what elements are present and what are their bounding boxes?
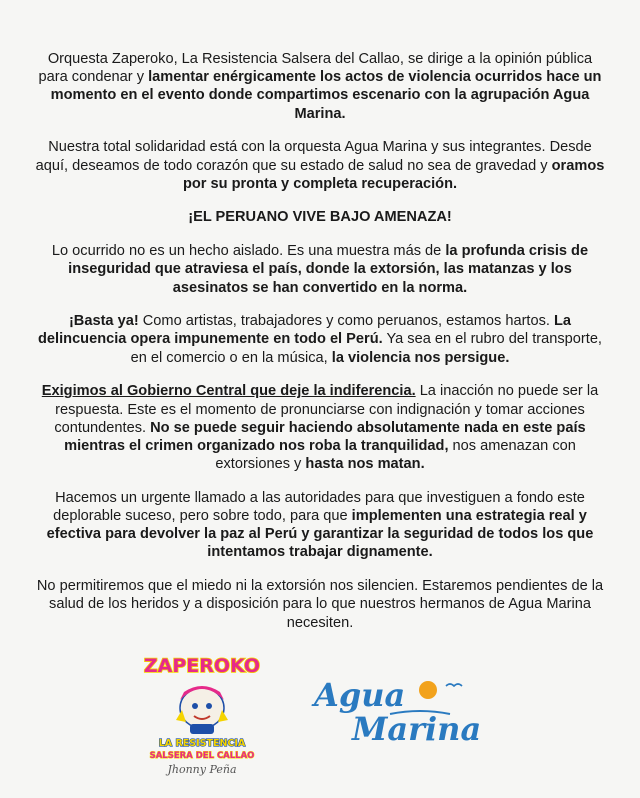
zaperoko-line-2: SALSERA DEL CALLAO	[149, 751, 255, 761]
sun-icon	[419, 681, 437, 699]
p4-bold-c: La delincuencia opera impunemente en todo el Perú.	[38, 313, 572, 348]
p5-text-d: nos amenazan con extorsiones y	[215, 437, 576, 473]
zaperoko-logo	[140, 650, 264, 778]
paragraph-3	[32, 242, 608, 297]
p4-text-b: Como artistas, trabajadores y como peruanos, estamos hartos.	[138, 313, 555, 330]
agua-marina-logo	[300, 668, 500, 748]
paragraph-5	[32, 382, 608, 473]
p3-bold: la profunda crisis de inseguridad que atraviesa el país, donde la extorsión, las matanzas y los asesinatos se han convertido en la norma.	[68, 243, 589, 296]
marina-word: Marina	[352, 710, 482, 748]
p3-text: Lo ocurrido no es un hecho aislado. Es una muestra más de	[51, 243, 446, 260]
p2-bold: oramos por su pronta y completa recuperación.	[182, 157, 605, 192]
p4-bold-e: la violencia nos persigue.	[331, 349, 510, 366]
p5-bold-c: No se puede seguir haciendo absolutamente nada en este país mientras el crimen organizado nos roba la tranquilidad,	[64, 419, 586, 454]
seagull-icon	[446, 684, 462, 686]
p6-text: Hacemos un urgente llamado a las autoridades para que investiguen a fondo este deplorable suceso, pero sobre todo, para que	[53, 489, 585, 525]
paragraph-1	[32, 50, 608, 123]
paragraph-2	[32, 138, 608, 193]
p6-bold: implementen una estrategia real y efectiva para devolver la paz al Perú y garantizar la seguridad de todos los que intentamos trabajar dignamente.	[46, 508, 594, 561]
agua-word: Agua	[314, 676, 406, 714]
p1-text: Orquesta Zaperoko, La Resistencia Salsera del Callao, se dirige a la opinión pública para condenar y	[38, 51, 593, 86]
zaperoko-mascot-icon	[176, 686, 228, 734]
paragraph-7: No permitiremos que el miedo ni la extorsión nos silencien. Estaremos pendientes de la salud de los heridos y a disposición para lo que nuestros hermanos de Agua Marina necesiten.	[36, 578, 604, 631]
p5-text-b: La inacción no puede ser la respuesta. Este es el momento de pronunciarse con indignación y tomar acciones contundentes.	[54, 383, 599, 436]
zaperoko-title: ZAPEROKO	[143, 655, 261, 677]
p4-text-d: Ya sea en el rubro del transporte, en el comercio o en la música,	[130, 331, 602, 366]
zaperoko-signature: Jhonny Peña	[167, 763, 237, 776]
logos-row	[0, 648, 640, 798]
statement-heading: ¡EL PERUANO VIVE BAJO AMENAZA!	[188, 209, 452, 226]
p2-text: Nuestra total solidaridad está con la orquesta Agua Marina y sus integrantes. Desde aquí, deseamos de todo corazón que su estado de salud no sea de gravedad y	[35, 139, 592, 174]
p5-underlined: Exigimos al Gobierno Central que deje la indiferencia.	[41, 383, 416, 400]
p5-bold-e: hasta nos matan.	[305, 456, 425, 473]
p1-bold: lamentar enérgicamente los actos de violencia ocurridos hace un momento en el evento donde compartimos escenario con la agrupación Agua Marina.	[50, 69, 602, 122]
zaperoko-line-1: LA RESISTENCIA	[158, 738, 246, 749]
paragraph-6	[32, 489, 608, 562]
p4-bold-a: ¡Basta ya!	[68, 313, 139, 330]
paragraph-4	[32, 312, 608, 367]
